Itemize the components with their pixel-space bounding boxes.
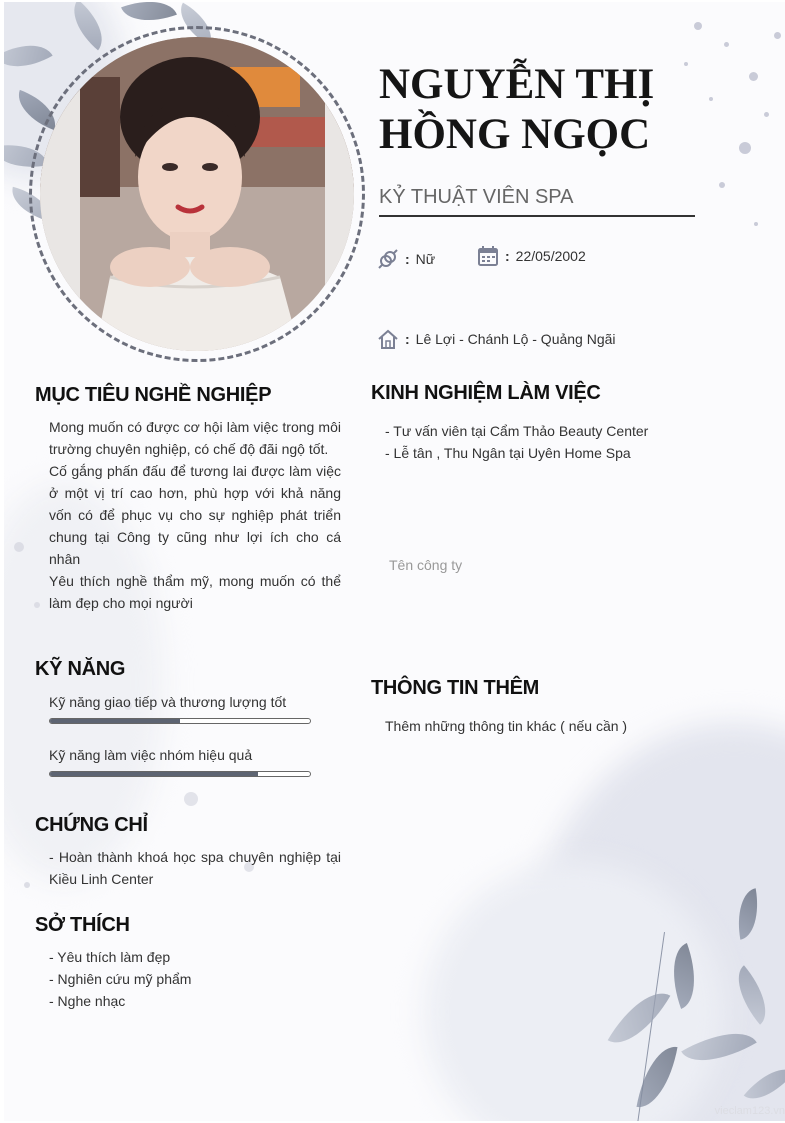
address-info	[377, 328, 616, 350]
experience-heading: KINH NGHIỆM LÀM VIỆC	[371, 382, 601, 404]
watermark: vieclam123.vn	[714, 1105, 785, 1117]
paint-speckle	[694, 22, 702, 30]
skill-bar-fill	[50, 772, 258, 776]
birthdate-info	[477, 245, 586, 267]
hobby-item: - Yêu thích làm đẹp	[49, 949, 171, 965]
hobby-item: - Nghe nhạc	[49, 993, 126, 1009]
paint-speckle	[184, 792, 198, 806]
job-title: KỶ THUẬT VIÊN SPA	[379, 186, 695, 217]
paint-speckle	[749, 72, 758, 81]
birthdate-value: 22/05/2002	[515, 248, 586, 264]
hobbies-list	[49, 946, 191, 1012]
certificates-text	[49, 846, 341, 890]
extra-info-heading: THÔNG TIN THÊM	[371, 677, 540, 699]
paint-speckle	[34, 602, 40, 608]
address-value: Lê Lợi - Chánh Lộ - Quảng Ngãi	[415, 331, 616, 347]
colon: :	[405, 251, 410, 267]
paint-speckle	[724, 42, 729, 47]
extra-info-text: Thêm những thông tin khác ( nếu cần )	[385, 718, 628, 734]
skill-label: Kỹ năng giao tiếp và thương lượng tốt	[49, 694, 287, 710]
skill-label: Kỹ năng làm việc nhóm hiệu quả	[49, 747, 253, 763]
objective-paragraph: Mong muốn có được cơ hội làm việc trong môi trường chuyên nghiệp, có chế độ đãi ngộ tốt.	[49, 419, 341, 457]
calendar-icon	[477, 245, 499, 267]
gender-icon	[377, 248, 399, 270]
certificates-heading: CHỨNG CHỈ	[35, 814, 148, 836]
cv-page	[4, 2, 785, 1121]
objective-heading: MỤC TIÊU NGHỀ NGHIỆP	[35, 384, 272, 406]
avatar[interactable]	[40, 37, 354, 351]
company-placeholder[interactable]: Tên công ty	[389, 557, 463, 573]
hobby-item: - Nghiên cứu mỹ phẩm	[49, 971, 192, 987]
paint-speckle	[709, 97, 713, 101]
skills-heading: KỸ NĂNG	[35, 658, 126, 680]
paint-speckle	[24, 882, 30, 888]
gender-value: Nữ	[415, 251, 436, 267]
colon: :	[405, 331, 410, 347]
candidate-name: NGUYỄN THỊ HỒNG NGỌC	[379, 61, 655, 158]
colon: :	[505, 248, 510, 264]
skill-item	[49, 694, 311, 724]
objective-paragraph: Cố gắng phấn đấu để tương lai được làm việc ở một vị trí cao hơn, phù hợp với khả năng vốn có để phục vụ cho sự nghiệp phát triển chung tại Công ty cũng như lợi ích cho cá nhân	[49, 463, 341, 567]
paint-speckle	[739, 142, 751, 154]
paint-speckle	[754, 222, 758, 226]
certificate-item: - Hoàn thành khoá học spa chuyên nghiệp tại Kiều Linh Center	[49, 849, 341, 887]
hobbies-heading: SỞ THÍCH	[35, 914, 130, 936]
paint-speckle	[719, 182, 725, 188]
skill-item	[49, 747, 311, 777]
objective-text	[49, 416, 341, 614]
experience-item: - Lễ tân , Thu Ngân tại Uyên Home Spa	[385, 445, 631, 461]
paint-speckle	[774, 32, 781, 39]
paint-speckle	[14, 542, 24, 552]
avatar-illustration	[40, 37, 354, 351]
gender-info	[377, 248, 435, 270]
home-icon	[377, 328, 399, 350]
paint-speckle	[764, 112, 769, 117]
skill-bar	[49, 718, 311, 724]
experience-item: - Tư vấn viên tại Cẩm Thảo Beauty Center	[385, 423, 649, 439]
objective-paragraph: Yêu thích nghề thẩm mỹ, mong muốn có thể làm đẹp cho mọi người	[49, 573, 341, 611]
skill-bar-fill	[50, 719, 180, 723]
skill-bar	[49, 771, 311, 777]
experience-list	[385, 420, 648, 464]
